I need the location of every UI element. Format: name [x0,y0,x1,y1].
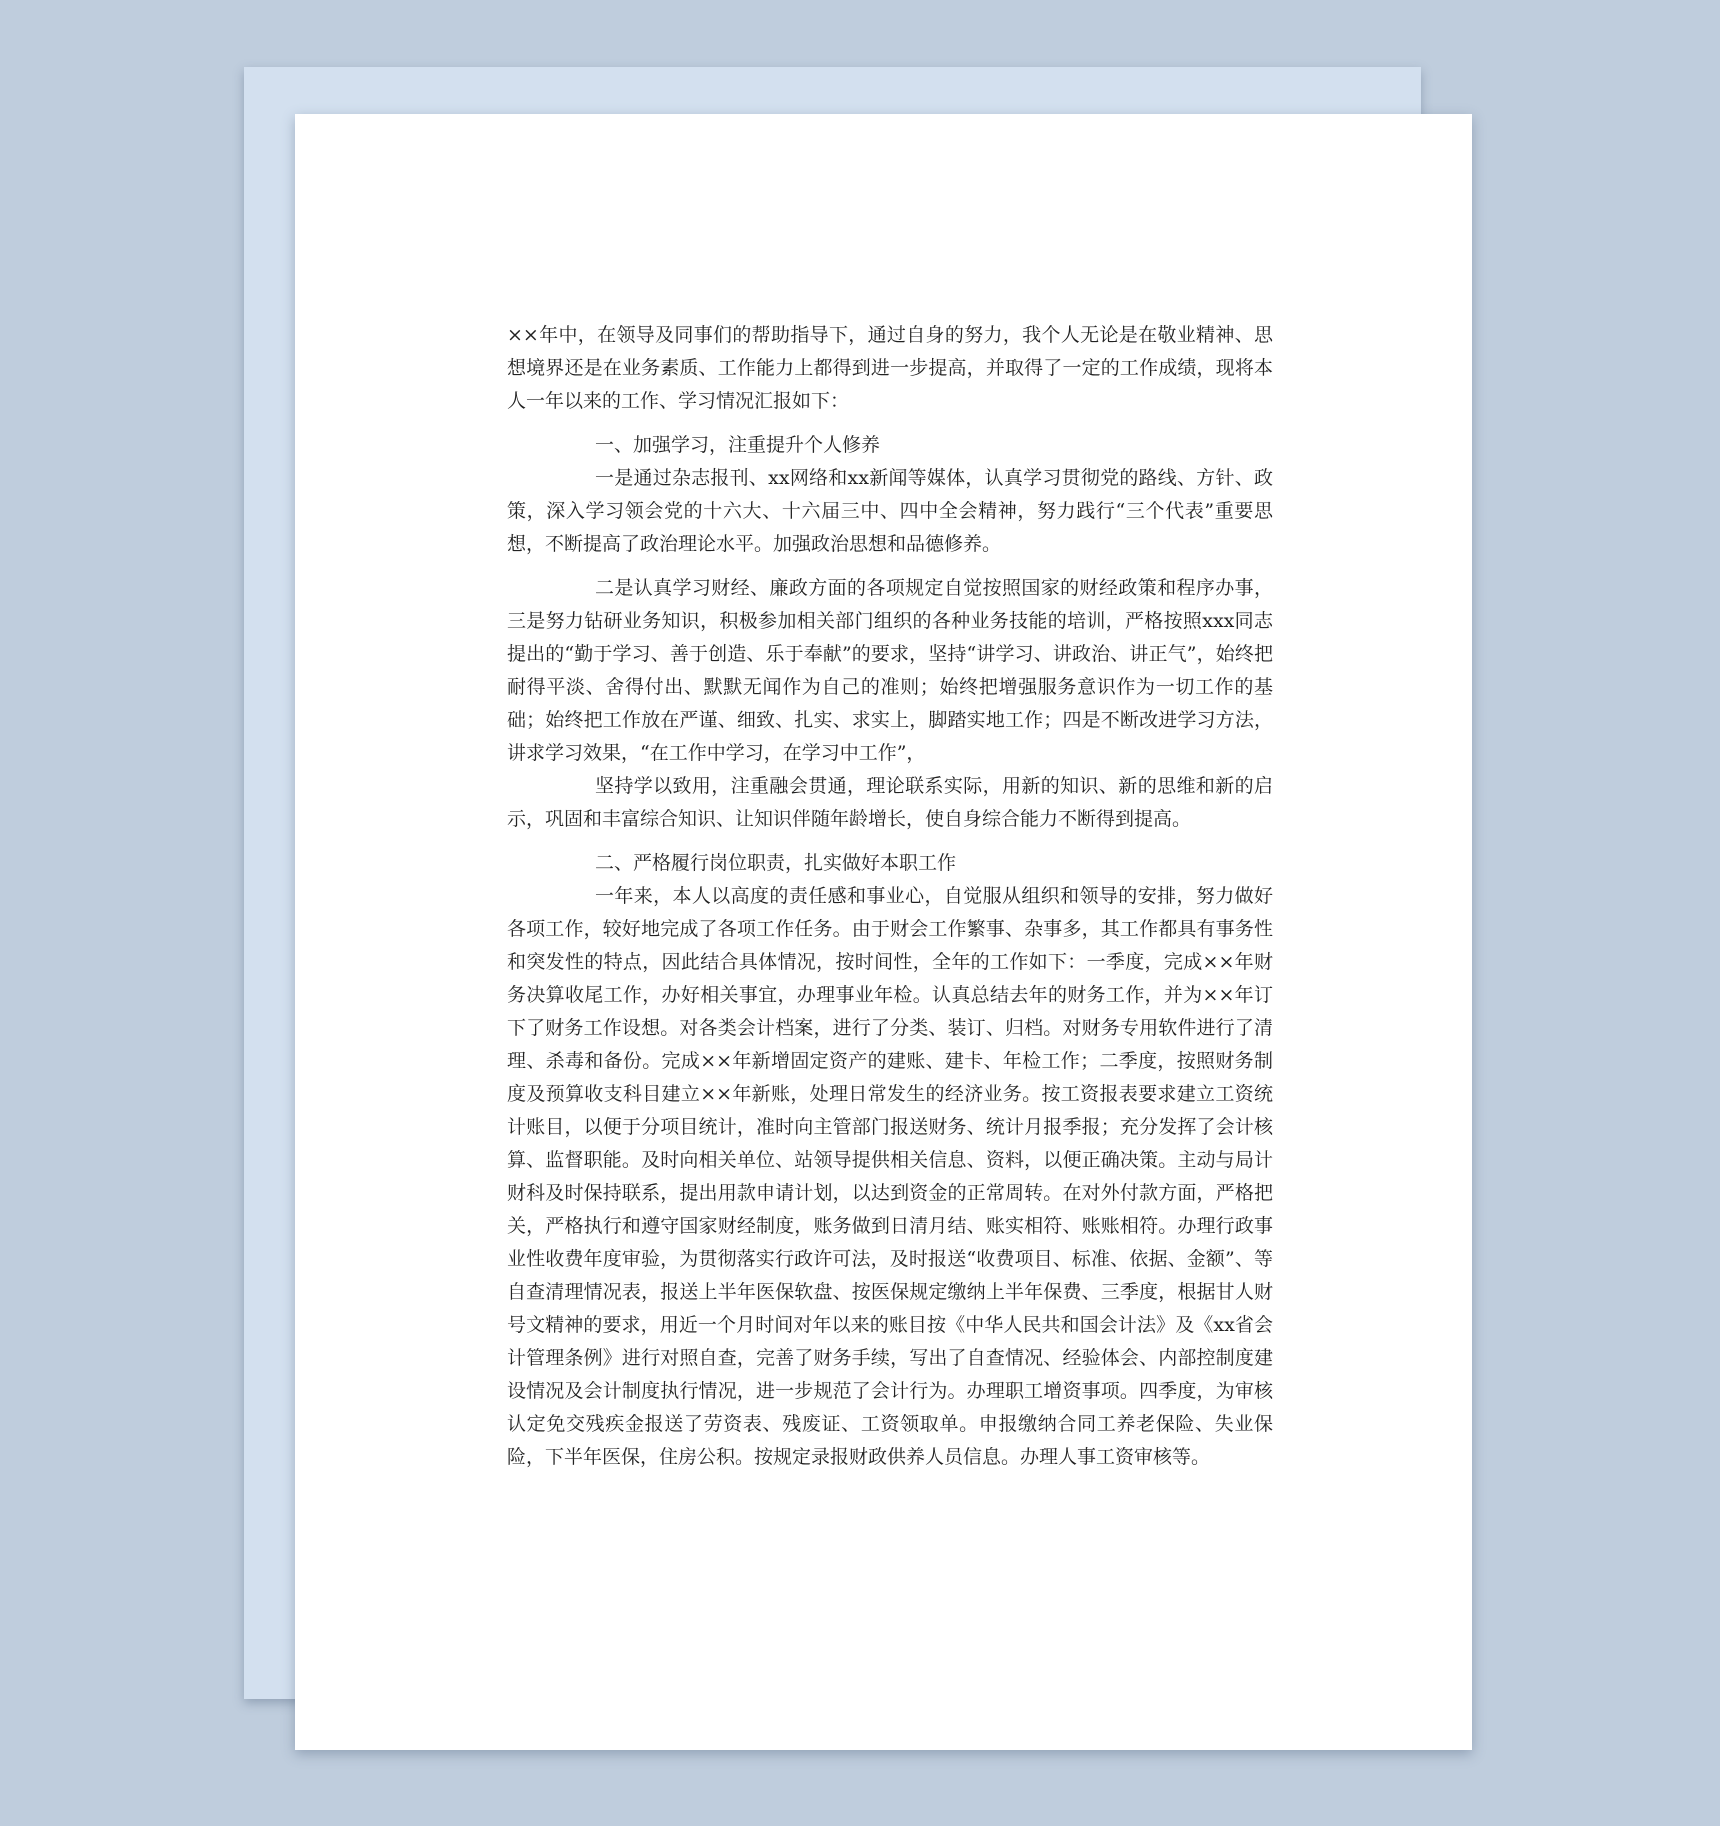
document-page [295,114,1472,1750]
section-1-paragraph-1: 一是通过杂志报刊、xx网络和xx新闻等媒体，认真学习贯彻党的路线、方针、政策，深入学习领会党的十六大、十六届三中、四中全会精神，努力践行“三个代表”重要思想，不断提高了政治理论水平。加强政治思想和品德修养。 [507,467,1273,555]
document-body [507,319,1273,1474]
section-2-paragraph-1: 一年来，本人以高度的责任感和事业心，自觉服从组织和领导的安排，努力做好各项工作，较好地完成了各项工作任务。由于财会工作繁事、杂事多，其工作都具有事务性和突发性的特点，因此结合具体情况，按时间性，全年的工作如下：一季度，完成××年财务决算收尾工作，办好相关事宜，办理事业年检。认真总结去年的财务工作，并为××年订下了财务工作设想。对各类会计档案，进行了分类、装订、归档。对财务专用软件进行了清理、杀毒和备份。完成××年新增固定资产的建账、建卡、年检工作；二季度，按照财务制度及预算收支科目建立××年新账，处理日常发生的经济业务。按工资报表要求建立工资统计账目，以便于分项目统计，准时向主管部门报送财务、统计月报季报；充分发挥了会计核算、监督职能。及时向相关单位、站领导提供相关信息、资料，以便正确决策。主动与局计财科及时保持联系，提出用款申请计划，以达到资金的正常周转。在对外付款方面，严格把关，严格执行和遵守国家财经制度，账务做到日清月结、账实相符、账账相符。办理行政事业性收费年度审验，为贯彻落实行政许可法，及时报送“收费项目、标准、依据、金额”、等自查清理情况表，报送上半年医保软盘、按医保规定缴纳上半年保费、三季度，根据甘人财号文精神的要求，用近一个月时间对年以来的账目按《中华人民共和国会计法》及《xx省会计管理条例》进行对照自查，完善了财务手续，写出了自查情况、经验体会、内部控制度建设情况及会计制度执行情况，进一步规范了会计行为。办理职工增资事项。四季度，为审核认定免交残疾金报送了劳资表、残废证、工资领取单。申报缴纳合同工养老保险、失业保险，下半年医保，住房公积。按规定录报财政供养人员信息。办理人事工资审核等。 [507,885,1273,1468]
intro-paragraph: ××年中，在领导及同事们的帮助指导下，通过自身的努力，我个人无论是在敬业精神、思想境界还是在业务素质、工作能力上都得到进一步提高，并取得了一定的工作成绩，现将本人一年以来的工作、学习情况汇报如下： [507,324,1273,412]
section-1-paragraph-2: 二是认真学习财经、廉政方面的各项规定自觉按照国家的财经政策和程序办事，三是努力钻研业务知识，积极参加相关部门组织的各种业务技能的培训，严格按照xxx同志提出的“勤于学习、善于创造、乐于奉献”的要求，坚持“讲学习、讲政治、讲正气”，始终把耐得平淡、舍得付出、默默无闻作为自己的准则；始终把增强服务意识作为一切工作的基础；始终把工作放在严谨、细致、扎实、求实上，脚踏实地工作；四是不断改进学习方法，讲求学习效果，“在工作中学习，在学习中工作”， [507,577,1273,764]
section-1-heading: 一、加强学习，注重提升个人修养 [595,434,881,456]
section-2-heading: 二、严格履行岗位职责，扎实做好本职工作 [595,852,957,874]
section-1-paragraph-3: 坚持学以致用，注重融会贯通，理论联系实际，用新的知识、新的思维和新的启示，巩固和丰富综合知识、让知识伴随年龄增长，使自身综合能力不断得到提高。 [507,775,1273,830]
